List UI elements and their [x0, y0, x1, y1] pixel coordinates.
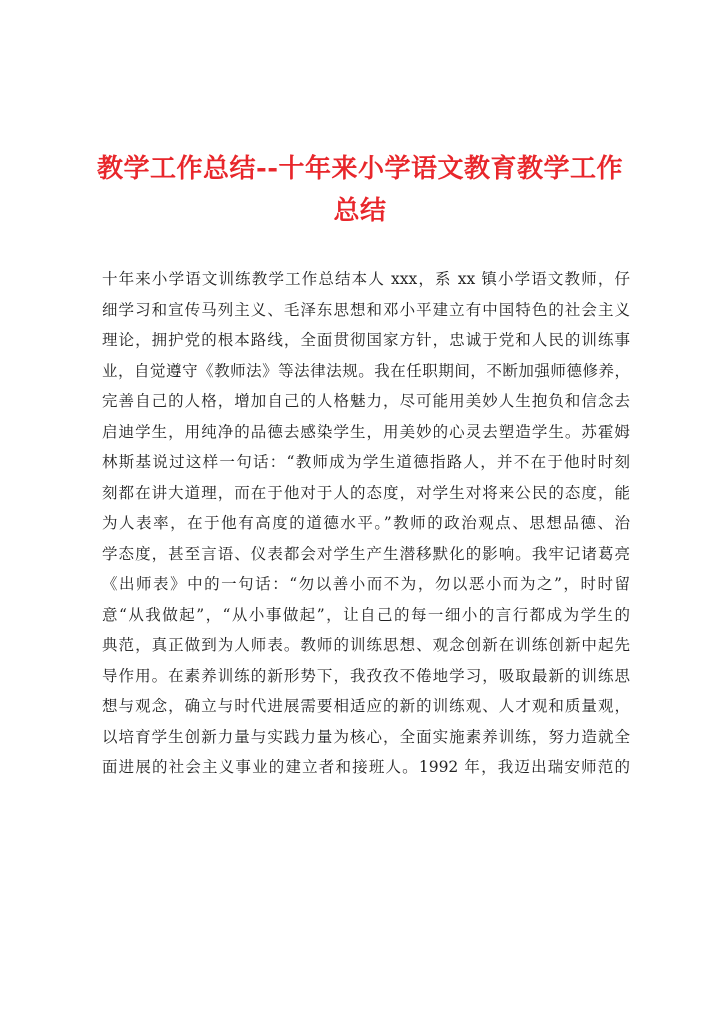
body-line: 典范，真正做到为人师表。教师的训练思想、观念创新在训练创新中起先 — [102, 636, 630, 654]
document-title — [80, 148, 640, 232]
body-line: 以培育学生创新力量与实践力量为核心，全面实施素养训练，努力造就全 — [102, 727, 630, 746]
body-line: 理论，拥护党的根本路线，全面贯彻国家方针，忠诚于党和人民的训练事 — [102, 331, 630, 349]
body-line: 面进展的社会主义事业的建立者和接班人。1992 年，我迈出瑞安师范的 — [102, 758, 630, 776]
body-line: 林斯基说过这样一句话：“教师成为学生道德指路人，并不在于他时时刻 — [102, 453, 630, 471]
body-line: 细学习和宣传马列主义、毛泽东思想和邓小平建立有中国特色的社会主义 — [102, 300, 630, 319]
body-line: 学态度，甚至言语、仪表都会对学生产生潜移默化的影响。我牢记诸葛亮 — [102, 544, 630, 563]
body-paragraph — [102, 264, 630, 783]
body-line: 意“从我做起”，“从小事做起”，让自己的每一细小的言行都成为学生的 — [102, 605, 630, 624]
title-line-2: 总结 — [333, 196, 387, 226]
body-line: 《出师表》中的一句话：“勿以善小而不为，勿以恶小而为之”，时时留 — [102, 575, 630, 593]
title-line-1: 教学工作总结--十年来小学语文教育教学工作 — [96, 154, 624, 184]
body-line: 启迪学生，用纯净的品德去感染学生，用美妙的心灵去塑造学生。苏霍姆 — [102, 422, 630, 441]
body-line: 想与观念，确立与时代进展需要相适应的新的训练观、人才观和质量观， — [102, 697, 630, 715]
body-line: 完善自己的人格，增加自己的人格魅力，尽可能用美妙人生抱负和信念去 — [102, 392, 630, 410]
body-line: 导作用。在素养训练的新形势下，我孜孜不倦地学习，吸取最新的训练思 — [102, 666, 630, 685]
body-line: 刻都在讲大道理，而在于他对于人的态度，对学生对将来公民的态度，能 — [102, 483, 630, 502]
body-line: 业，自觉遵守《教师法》等法律法规。我在任职期间，不断加强师德修养， — [102, 361, 630, 380]
body-line: 为人表率，在于他有高度的道德水平。”教师的政治观点、思想品德、治 — [102, 514, 630, 532]
body-line: 十年来小学语文训练教学工作总结本人 xxx，系 xx 镇小学语文教师，仔 — [102, 270, 630, 288]
